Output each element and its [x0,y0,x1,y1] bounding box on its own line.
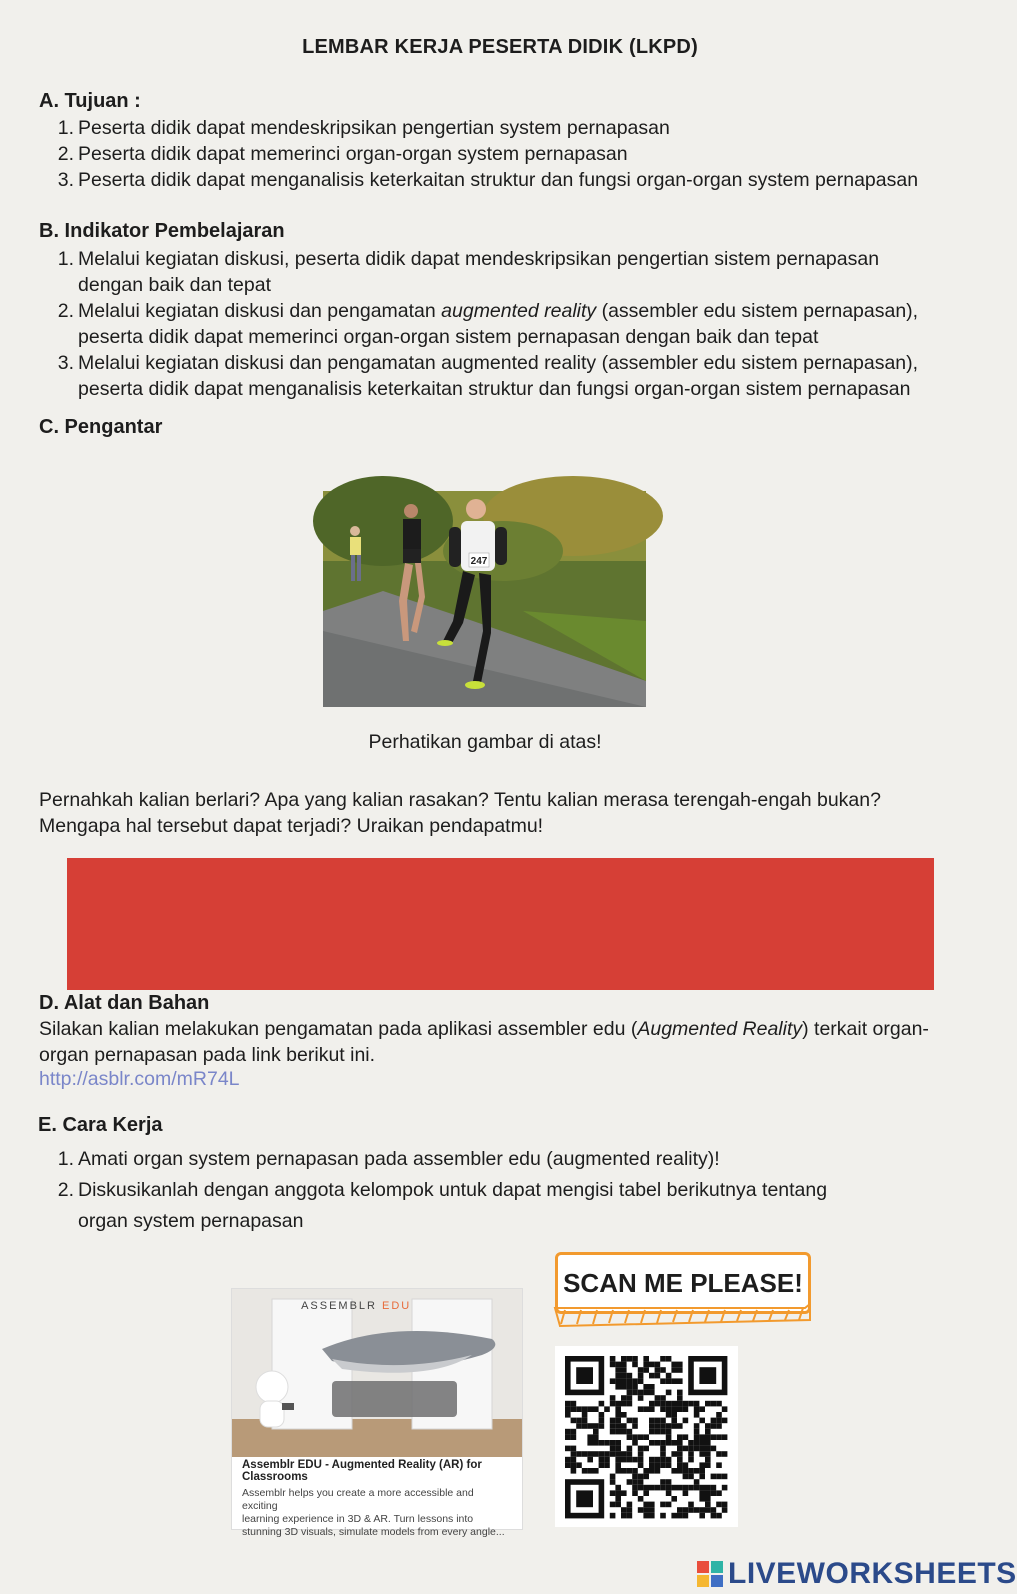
card-title-line1: Assemblr EDU - Augmented Reality (AR) for [242,1459,482,1471]
intro-question: Pernahkah kalian berlari? Apa yang kalian rasakan? Tentu kalian merasa terengah-engah bukan? Mengapa hal tersebut dapat terjadi? Uraikan pendapatmu! [39,789,881,837]
list-item: 2. Melalui kegiatan diskusi dan pengamatan augmented reality (assembler edu sistem pernapasan), peserta didik dapat memerinci organ-organ sistem pernapasan dengan baik dan tepat [57,300,919,348]
section-a-list [38,115,978,193]
assemblr-preview-image [232,1289,522,1457]
qr-code-icon [555,1346,738,1527]
section-c-heading: C. Pengantar [39,416,163,438]
section-b-heading: B. Indikator Pembelajaran [39,220,285,242]
section-e-heading: E. Cara Kerja [38,1114,163,1136]
answer-box[interactable] [67,858,934,990]
card-desc-line2: learning experience in 3D & AR. Turn lessons into [242,1513,474,1525]
bib-number: 247 [470,556,488,567]
liveworksheets-logo-icon [697,1561,725,1589]
page-title: LEMBAR KERJA PESERTA DIDIK (LKPD) [302,36,698,58]
qr-code[interactable] [555,1346,738,1527]
card-desc-line1: Assemblr helps you create a more accessible and exciting [242,1487,474,1512]
list-item: 3. Melalui kegiatan diskusi dan pengamatan augmented reality (assembler edu sistem pernapasan), peserta didik dapat menganalisis keterkaitan struktur dan fungsi organ-organ sistem pernapasan [57,352,919,400]
list-item: 2. Diskusikanlah dengan anggota kelompok untuk dapat mengisi tabel berikutnya tentang organ system pernapasan [57,1179,828,1232]
edu-logo-text: EDU [382,1300,412,1312]
list-item: 1. Melalui kegiatan diskusi, peserta didik dapat mendeskripsikan pengertian sistem pernapasan dengan baik dan tepat [57,248,880,296]
section-d-text: Silakan kalian melakukan pengamatan pada aplikasi assembler edu (Augmented Reality) terkait organ- organ pernapasan pada link berikut ini. [39,1018,929,1066]
list-item: 2. Peserta didik dapat memerinci organ-organ system pernapasan [57,143,628,165]
card-title-line2: Classrooms [242,1471,308,1483]
assemblr-logo-text: ASSEMBLR [301,1300,377,1312]
photo-caption: Perhatikan gambar di atas! [368,731,602,753]
section-d-heading: D. Alat dan Bahan [39,992,210,1014]
list-item: 1. Peserta didik dapat mendeskripsikan pengertian system pernapasan [57,117,670,139]
scan-me-badge: SCAN ME PLEASE! [555,1252,811,1314]
brand-name: LIVEWORKSHEETS [728,1557,1017,1590]
list-item: 3. Peserta didik dapat menganalisis keterkaitan struktur dan fungsi organ-organ system pernapasan [57,169,919,191]
section-a-heading: A. Tujuan : [39,90,141,112]
list-item: 1. Amati organ system pernapasan pada assembler edu (augmented reality)! [57,1148,720,1170]
card-desc-line3: stunning 3D visuals, simulate models from every angle... [242,1526,505,1538]
assemblr-card[interactable] [231,1288,523,1538]
badge-stripes-icon [555,1308,810,1330]
runners-illustration [323,491,646,707]
runners-photo [323,491,646,707]
section-b-list [38,246,978,402]
section-e-list [38,1144,978,1237]
assemblr-link[interactable]: http://asblr.com/mR74L [39,1068,240,1090]
